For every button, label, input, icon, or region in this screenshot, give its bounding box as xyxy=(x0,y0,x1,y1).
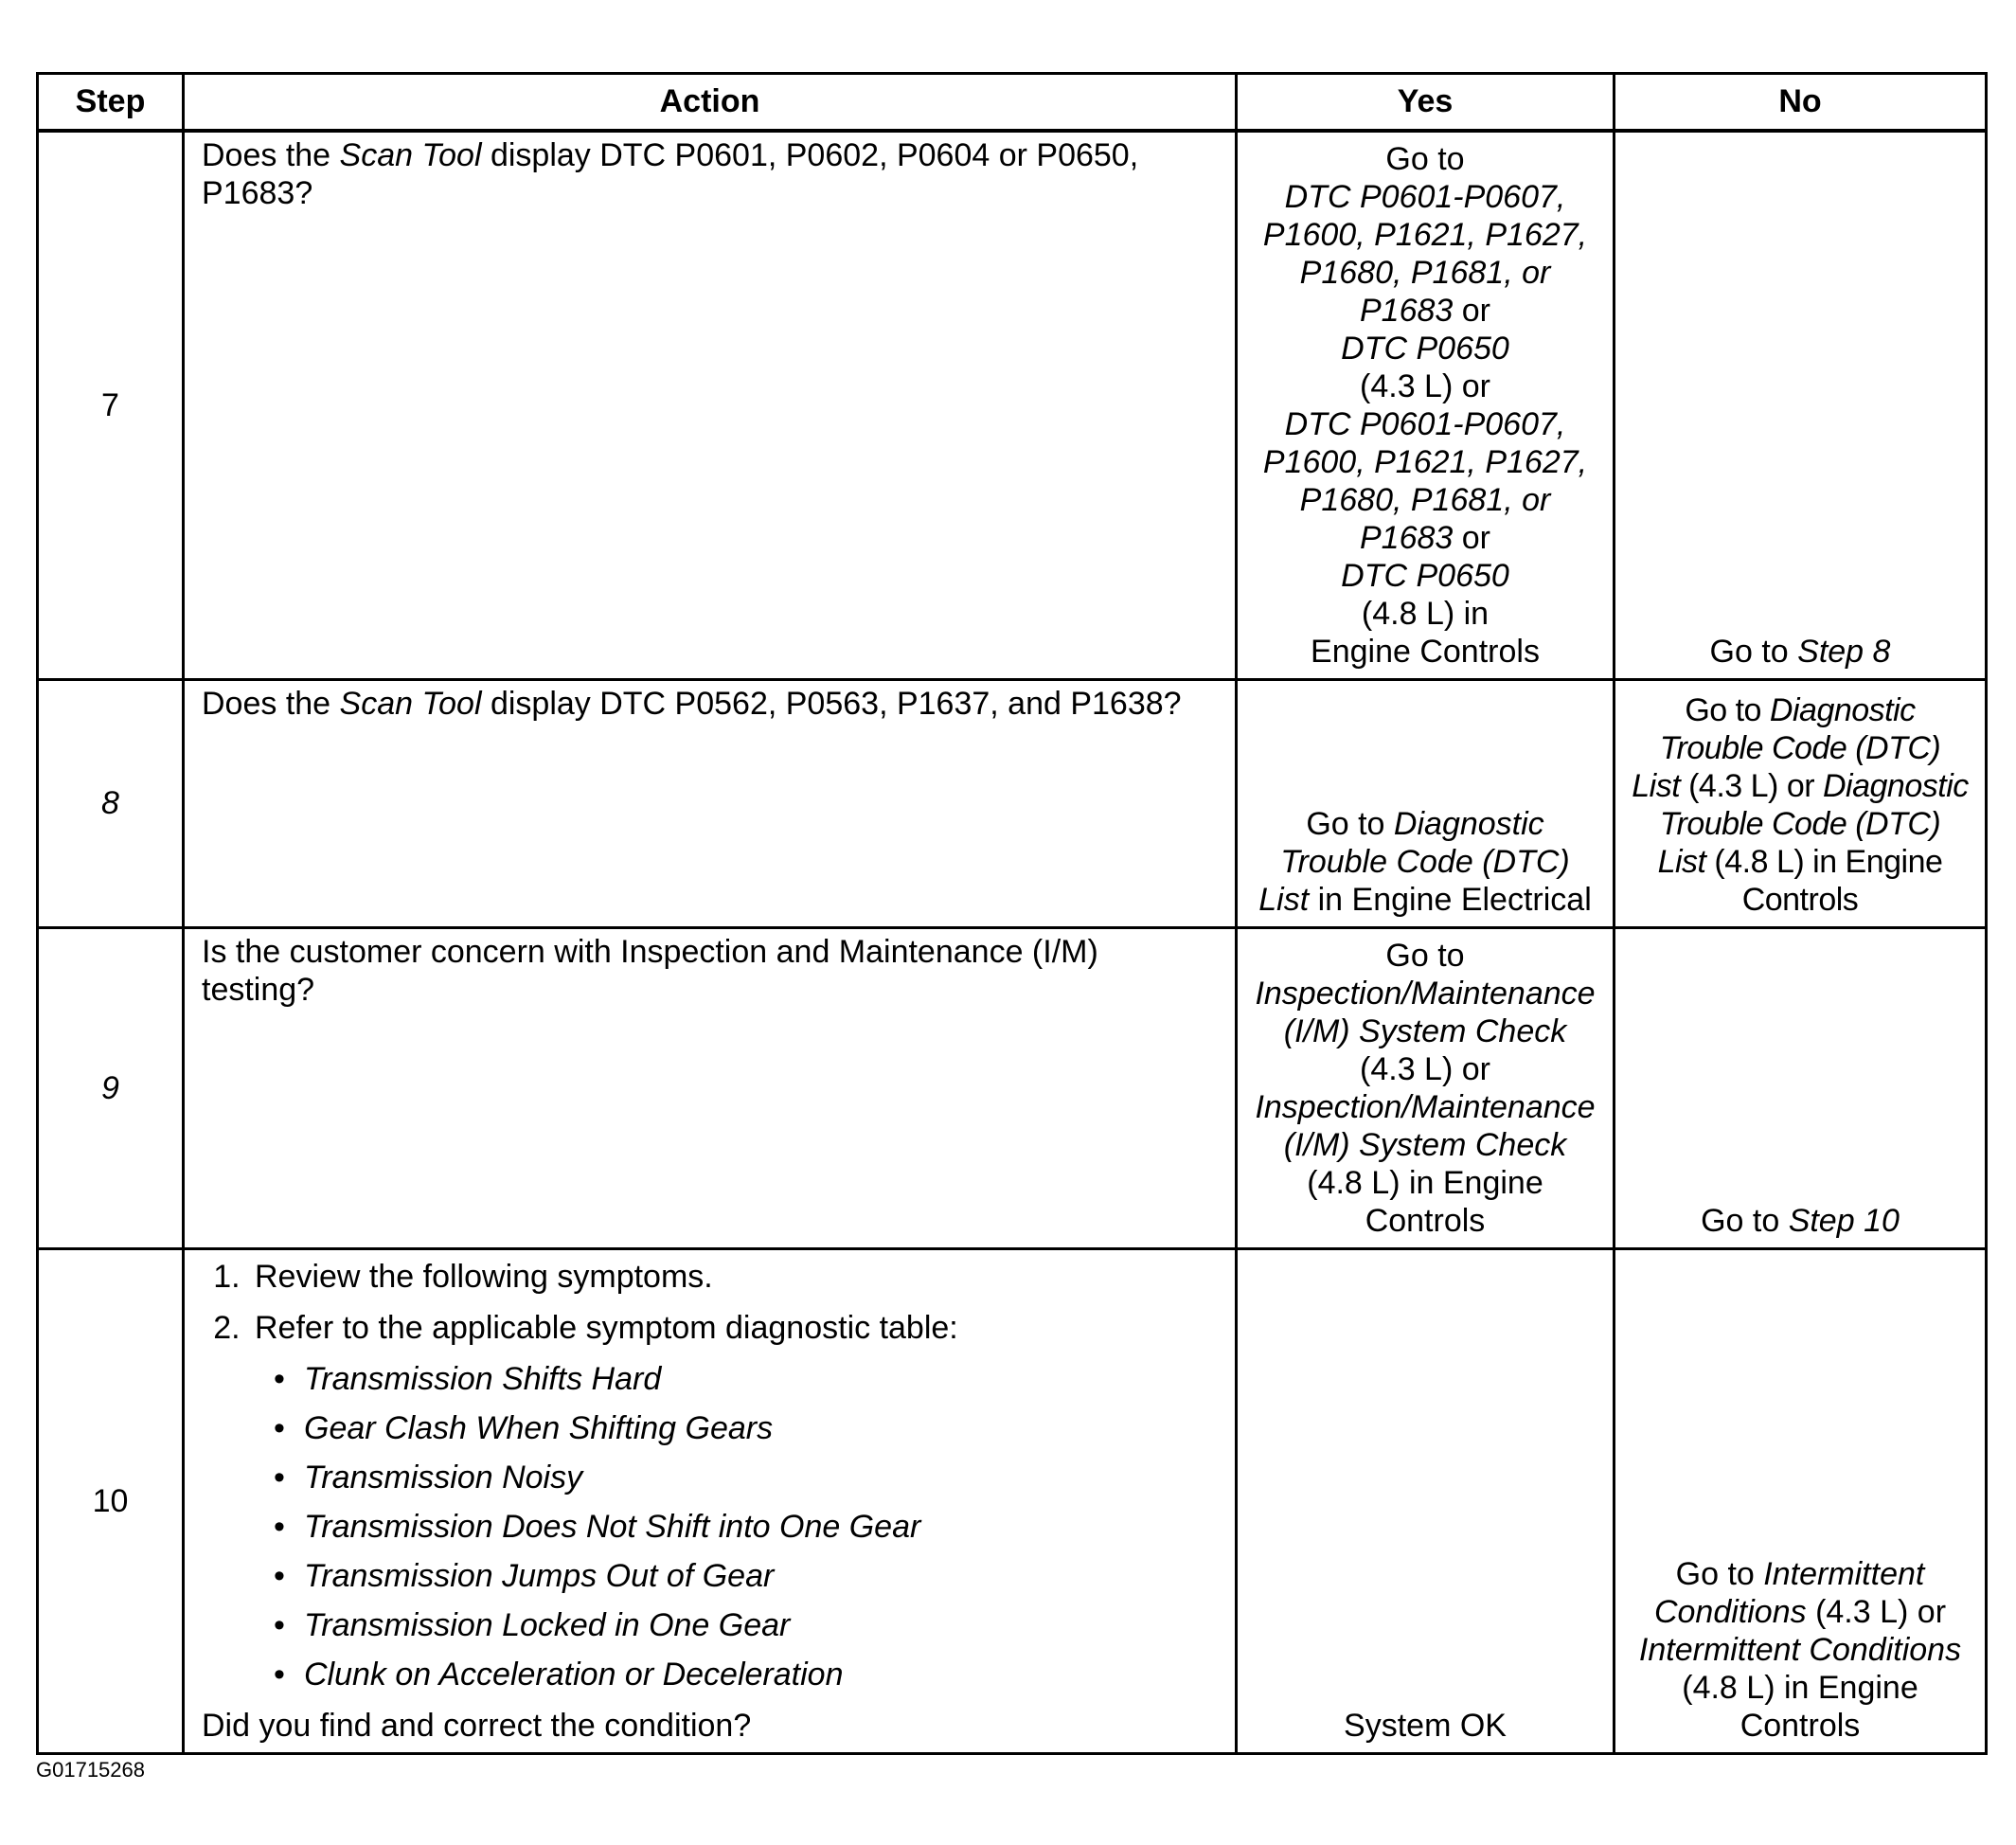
symptom-link[interactable]: • Transmission Jumps Out of Gear xyxy=(274,1557,1216,1595)
action-cell xyxy=(184,679,1237,927)
yes-link-line[interactable] xyxy=(1241,843,1609,881)
yes-link-line[interactable] xyxy=(1241,178,1609,216)
yes-cell xyxy=(1237,131,1615,680)
yes-link-text[interactable]: (I/M) System Check xyxy=(1283,1012,1567,1049)
yes-link-text[interactable]: DTC P0650 xyxy=(1341,557,1509,594)
yes-link-line[interactable] xyxy=(1241,292,1609,330)
step-number: 7 xyxy=(38,131,184,680)
yes-link-text[interactable]: P1683 xyxy=(1359,292,1454,329)
yes-link-line[interactable] xyxy=(1241,1088,1609,1126)
yes-line: Engine Controls xyxy=(1311,633,1540,670)
yes-cell xyxy=(1237,927,1615,1248)
symptom-list xyxy=(255,1360,1216,1693)
yes-text: or xyxy=(1453,292,1490,329)
no-link-text[interactable]: Diagnostic xyxy=(1823,767,1969,804)
yes-line: Controls xyxy=(1365,1202,1486,1239)
yes-text: or xyxy=(1453,519,1490,556)
header-no: No xyxy=(1615,74,1987,131)
no-link-text[interactable]: List xyxy=(1632,767,1681,804)
yes-text: Go to xyxy=(1306,805,1394,842)
no-link-text[interactable]: Trouble Code (DTC) xyxy=(1659,729,1941,766)
no-line: Controls xyxy=(1739,1707,1861,1744)
yes-line xyxy=(1241,805,1609,843)
yes-line: (4.3 L) or xyxy=(1360,367,1490,404)
action-cell xyxy=(184,1248,1237,1753)
figure-id: G01715268 xyxy=(36,1758,145,1782)
yes-link-text[interactable]: DTC P0601-P0607, xyxy=(1284,405,1566,442)
yes-link-line[interactable] xyxy=(1241,405,1609,443)
step-number: 10 xyxy=(38,1248,184,1753)
action-step: 1. Review the following symptoms. xyxy=(249,1258,1216,1296)
header-action: Action xyxy=(184,74,1237,131)
no-line xyxy=(1619,843,1981,881)
yes-link-text[interactable]: P1680, P1681, or xyxy=(1299,254,1551,291)
no-line xyxy=(1619,691,1981,729)
no-link-text[interactable]: Intermittent xyxy=(1763,1555,1925,1592)
yes-link-text[interactable]: DTC P0650 xyxy=(1341,330,1509,367)
step-number: 9 xyxy=(38,927,184,1248)
header-yes: Yes xyxy=(1237,74,1615,131)
no-cell xyxy=(1615,1248,1987,1753)
no-cell xyxy=(1615,927,1987,1248)
action-steps-list xyxy=(202,1258,1216,1693)
symptom-link[interactable]: • Transmission Locked in One Gear xyxy=(274,1606,1216,1644)
yes-link-text[interactable]: Inspection/Maintenance xyxy=(1255,975,1596,1012)
table-row-step-8 xyxy=(38,679,1987,927)
symptom-link[interactable]: • Clunk on Acceleration or Deceleration xyxy=(274,1656,1216,1693)
no-cell xyxy=(1615,679,1987,927)
goto-step-link[interactable]: Step 10 xyxy=(1788,1202,1900,1239)
action-text-pre: Does the xyxy=(202,685,340,722)
step-number: 8 xyxy=(38,679,184,927)
no-line xyxy=(1619,767,1981,805)
yes-line: (4.8 L) in Engine xyxy=(1307,1164,1543,1201)
no-line xyxy=(1619,1555,1981,1593)
no-link-line[interactable] xyxy=(1619,1631,1981,1669)
table-row-step-10 xyxy=(38,1248,1987,1753)
yes-link-line[interactable] xyxy=(1241,254,1609,292)
header-step: Step xyxy=(38,74,184,131)
action-cell xyxy=(184,131,1237,680)
yes-line: (4.8 L) in xyxy=(1361,595,1490,632)
no-link-text[interactable]: Diagnostic xyxy=(1769,691,1916,728)
no-text: (4.3 L) or xyxy=(1806,1593,1947,1630)
no-link-text[interactable]: Intermittent Conditions xyxy=(1638,1631,1962,1668)
yes-link-line[interactable] xyxy=(1241,975,1609,1012)
yes-line: Go to xyxy=(1385,937,1465,974)
no-text: (4.8 L) in Engine xyxy=(1705,843,1943,880)
yes-cell xyxy=(1237,679,1615,927)
no-link-line[interactable] xyxy=(1619,805,1981,843)
symptom-link[interactable]: • Gear Clash When Shifting Gears xyxy=(274,1409,1216,1447)
yes-line: (4.3 L) or xyxy=(1360,1050,1490,1087)
action-text-pre: Does the xyxy=(202,136,340,173)
no-text: (4.3 L) or xyxy=(1680,767,1823,804)
yes-link-text[interactable]: P1600, P1621, P1627, xyxy=(1262,216,1588,253)
no-line xyxy=(1619,1593,1981,1631)
yes-link-text[interactable]: List xyxy=(1258,881,1310,918)
yes-link-text[interactable]: P1683 xyxy=(1359,519,1454,556)
action-question: Did you find and correct the condition? xyxy=(202,1707,752,1744)
yes-link-line[interactable] xyxy=(1241,443,1609,481)
symptom-link[interactable]: • Transmission Shifts Hard xyxy=(274,1360,1216,1398)
yes-link-text[interactable]: P1600, P1621, P1627, xyxy=(1262,443,1588,480)
yes-text: in Engine Electrical xyxy=(1309,881,1592,918)
action-cell: Is the customer concern with Inspection and Maintenance (I/M) testing? xyxy=(184,927,1237,1248)
no-text: Go to xyxy=(1685,691,1770,728)
yes-link-text[interactable]: Trouble Code (DTC) xyxy=(1280,843,1570,880)
no-text: Go to xyxy=(1701,1202,1789,1239)
symptom-link[interactable]: • Transmission Noisy xyxy=(274,1459,1216,1496)
no-text: Go to xyxy=(1675,1555,1764,1592)
yes-link-line[interactable] xyxy=(1241,216,1609,254)
yes-cell: System OK xyxy=(1237,1248,1615,1753)
header-row xyxy=(38,74,1987,131)
action-text-post: display DTC P0562, P0563, P1637, and P1638? xyxy=(481,685,1182,722)
yes-link-text[interactable]: P1680, P1681, or xyxy=(1299,481,1551,518)
action-step xyxy=(249,1309,1216,1693)
diagnostic-table xyxy=(36,72,1988,1755)
no-text: Go to xyxy=(1709,633,1798,670)
yes-link-line[interactable] xyxy=(1241,557,1609,595)
action-text-post: display DTC P0601, P0602, P0604 or P0650, P1683? xyxy=(202,136,1139,211)
yes-line xyxy=(1241,881,1609,919)
table-row-step-9 xyxy=(38,927,1987,1248)
yes-link-line[interactable] xyxy=(1241,330,1609,367)
action-text-emphasis: Scan Tool xyxy=(339,136,482,173)
no-cell xyxy=(1615,131,1987,680)
yes-line: Go to xyxy=(1385,140,1465,177)
yes-link-text[interactable]: DTC P0601-P0607, xyxy=(1284,178,1566,215)
no-link-line[interactable] xyxy=(1619,729,1981,767)
yes-link-line[interactable] xyxy=(1241,481,1609,519)
yes-link-text[interactable]: Inspection/Maintenance xyxy=(1255,1088,1596,1125)
yes-link-line[interactable] xyxy=(1241,519,1609,557)
no-link-text[interactable]: List xyxy=(1657,843,1706,880)
no-line: Controls xyxy=(1741,881,1859,918)
yes-link-text[interactable]: Diagnostic xyxy=(1393,805,1544,842)
yes-link-line[interactable] xyxy=(1241,1012,1609,1050)
no-line: (4.8 L) in Engine xyxy=(1682,1669,1918,1706)
yes-link-line[interactable] xyxy=(1241,1126,1609,1164)
no-link-text[interactable]: Conditions xyxy=(1653,1593,1807,1630)
no-link-text[interactable]: Trouble Code (DTC) xyxy=(1659,805,1941,842)
symptom-link[interactable]: • Transmission Does Not Shift into One Gear xyxy=(274,1508,1216,1546)
yes-link-text[interactable]: (I/M) System Check xyxy=(1283,1126,1567,1163)
table-row-step-7 xyxy=(38,131,1987,680)
action-text-emphasis: Scan Tool xyxy=(339,685,482,722)
goto-step-link[interactable]: Step 8 xyxy=(1797,633,1891,670)
action-step-text: Refer to the applicable symptom diagnostic table: xyxy=(255,1309,958,1346)
